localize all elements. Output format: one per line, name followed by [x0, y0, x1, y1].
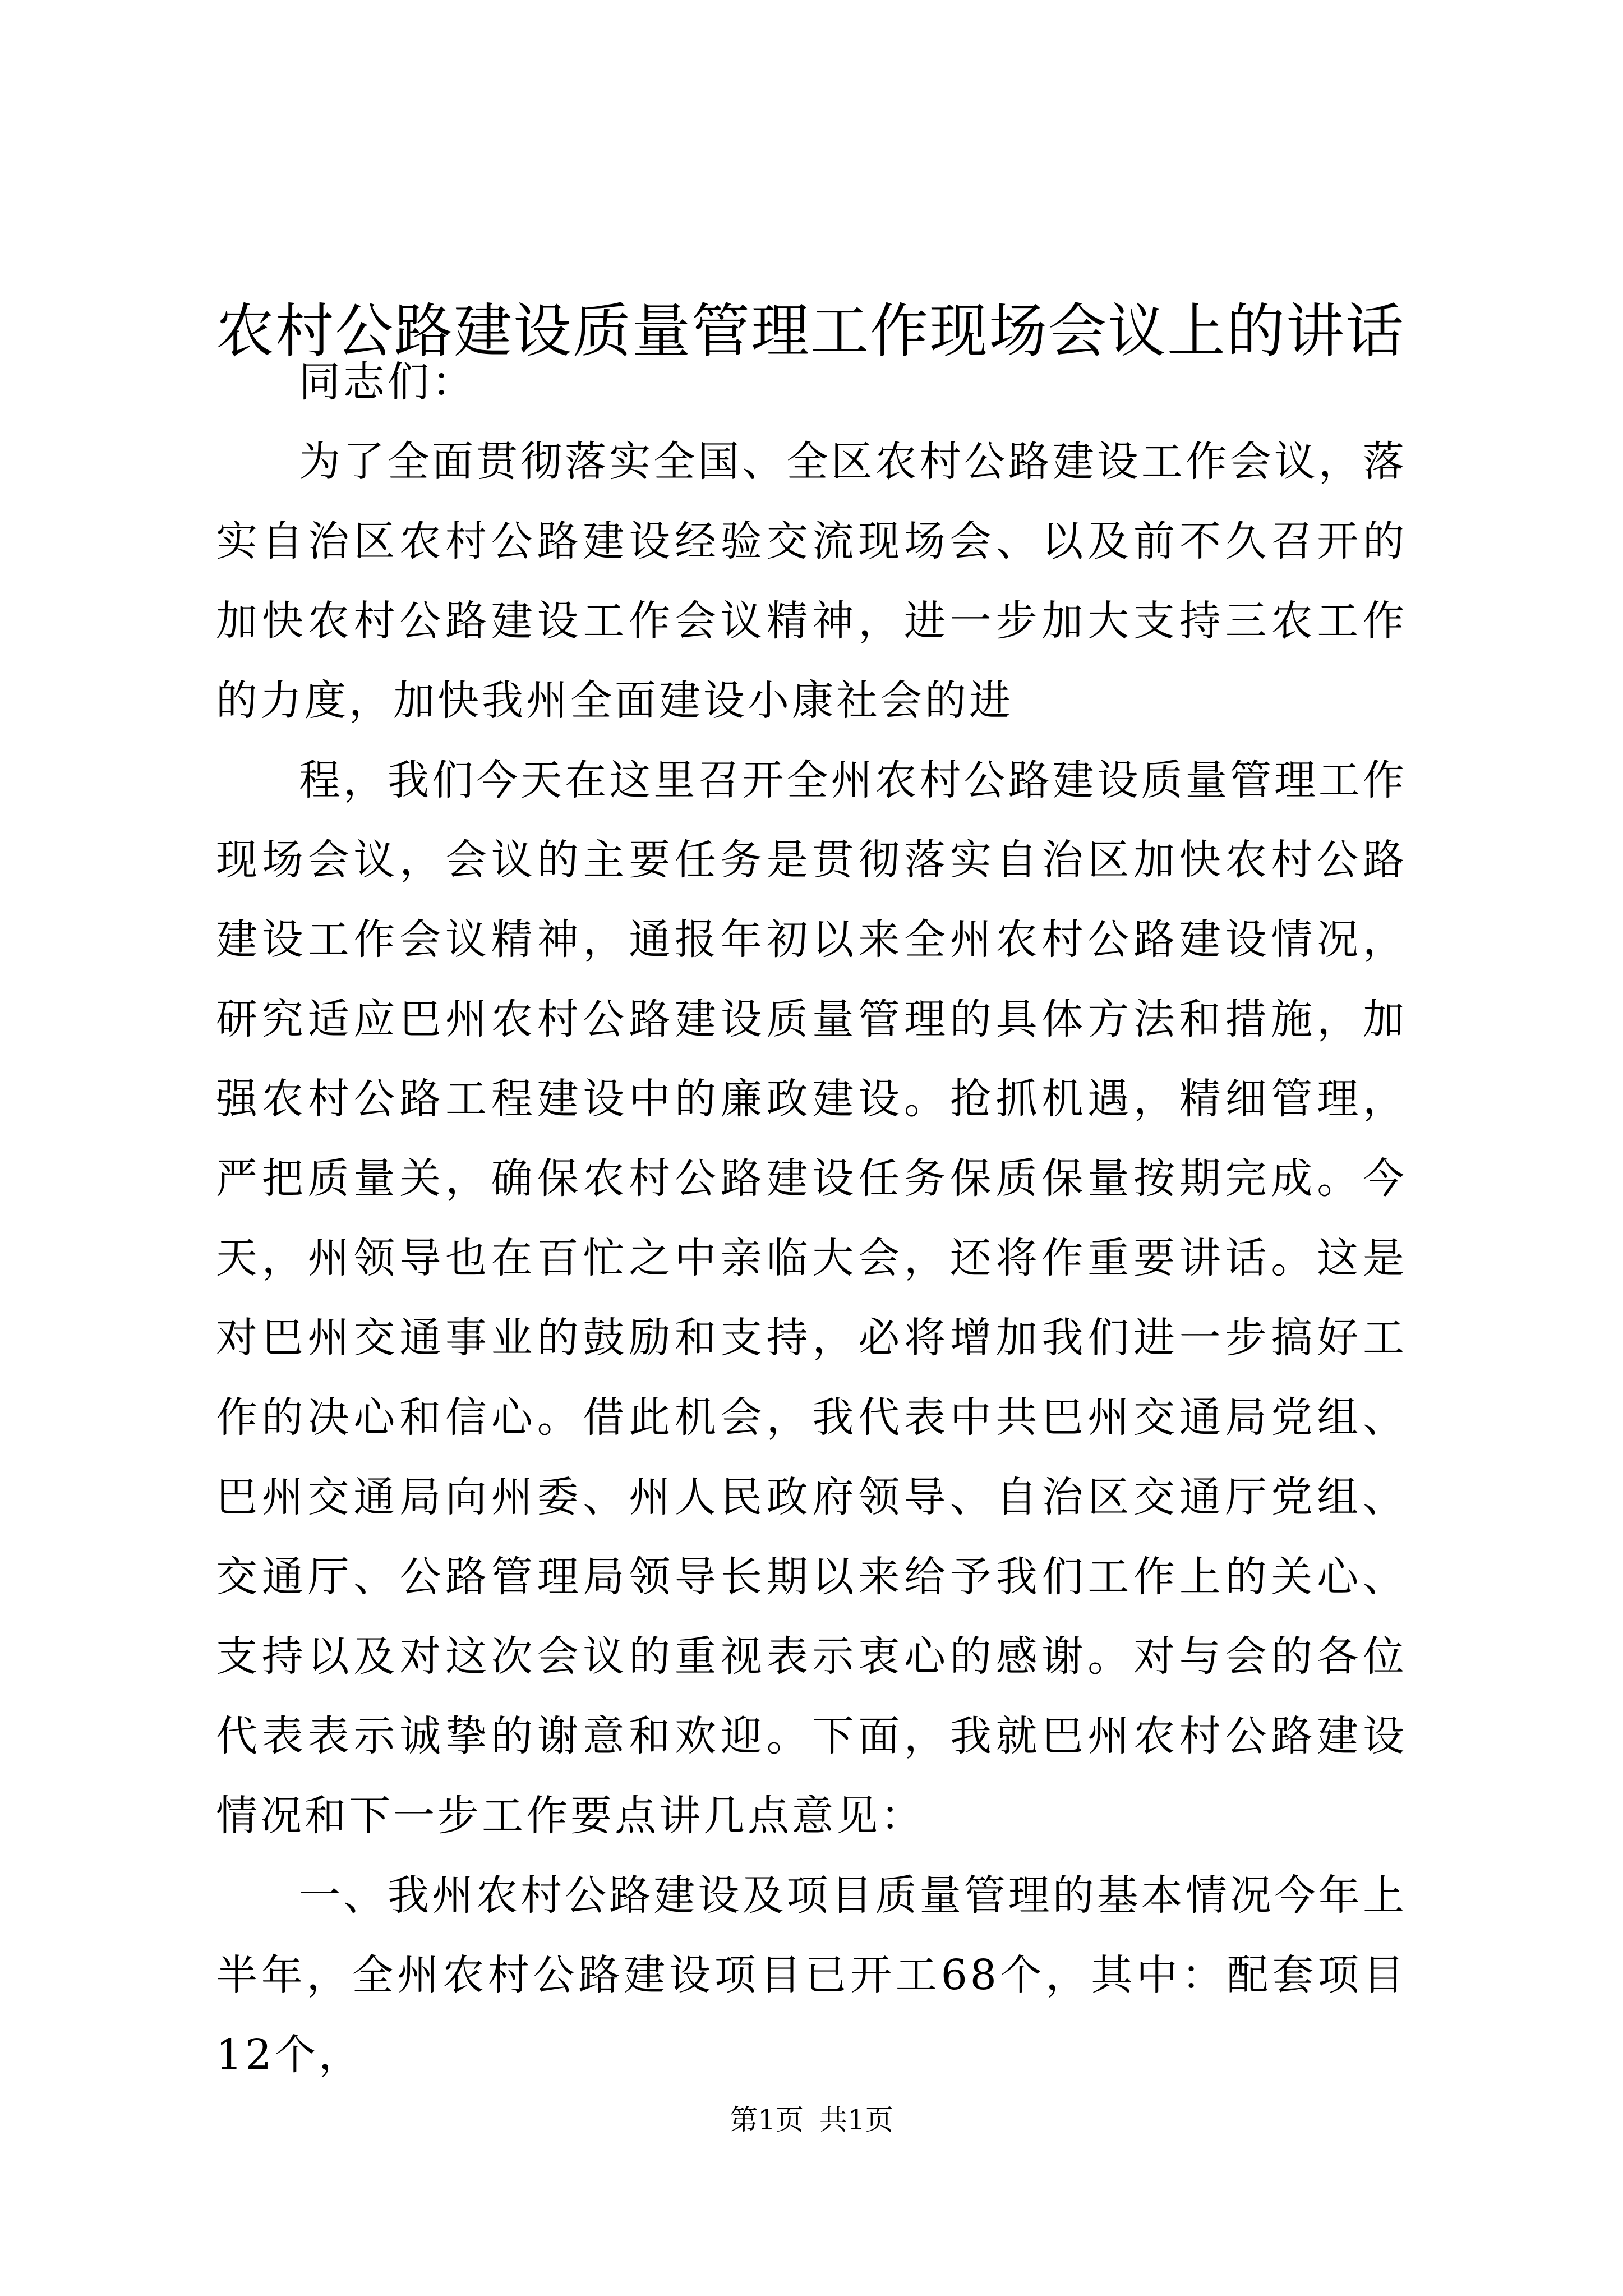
paragraph-salutation: 同志们：: [299, 358, 476, 406]
paragraph: 程，我们今天在这里召开全州农村公路建设质量管理工作现场会议，会议的主要任务是贯彻落实自治区加快农村公路建设工作会议精神，通报年初以来全州农村公路建设情况，研究适应巴州农村公路建设质量管理的具体方法和措施，加强农村公路工程建设中的廉政建设。抢抓机遇，精细管理，严把质量关，确保农村公路建设任务保质保量按期完成。今天，州领导也在百忙之中亲临大会，还将作重要讲话。这是对巴州交通事业的鼓励和支持，必将增加我们进一步搞好工作的决心和信心。借此机会，我代表中共巴州交通局党组、巴州交通局向州委、州人民政府领导、自治区交通厅党组、交通厅、公路管理局领导长期以来给予我们工作上的关心、支持以及对这次会议的重视表示衷心的感谢。对与会的各位代表表示诚挚的谢意和欢迎。下面，我就巴州农村公路建设情况和下一步工作要点讲几点意见：: [216, 756, 1407, 1840]
page-footer: [0, 2100, 1623, 2139]
page-total: 共1页: [819, 2104, 893, 2136]
document-title: 农村公路建设质量管理工作现场会议上的讲话: [216, 297, 1405, 365]
paragraph: 一、我州农村公路建设及项目质量管理的基本情况今年上半年，全州农村公路建设项目已开工68个，其中：配套项目12个，: [216, 1871, 1407, 2079]
document-body: [216, 342, 1407, 2095]
paragraph: 为了全面贯彻落实全国、全区农村公路建设工作会议，落实自治区农村公路建设经验交流现场会、以及前不久召开的加快农村公路建设工作会议精神，进一步加大支持三农工作的力度，加快我州全面建设小康社会的进: [216, 438, 1407, 725]
page-number: 第1页: [730, 2104, 804, 2136]
